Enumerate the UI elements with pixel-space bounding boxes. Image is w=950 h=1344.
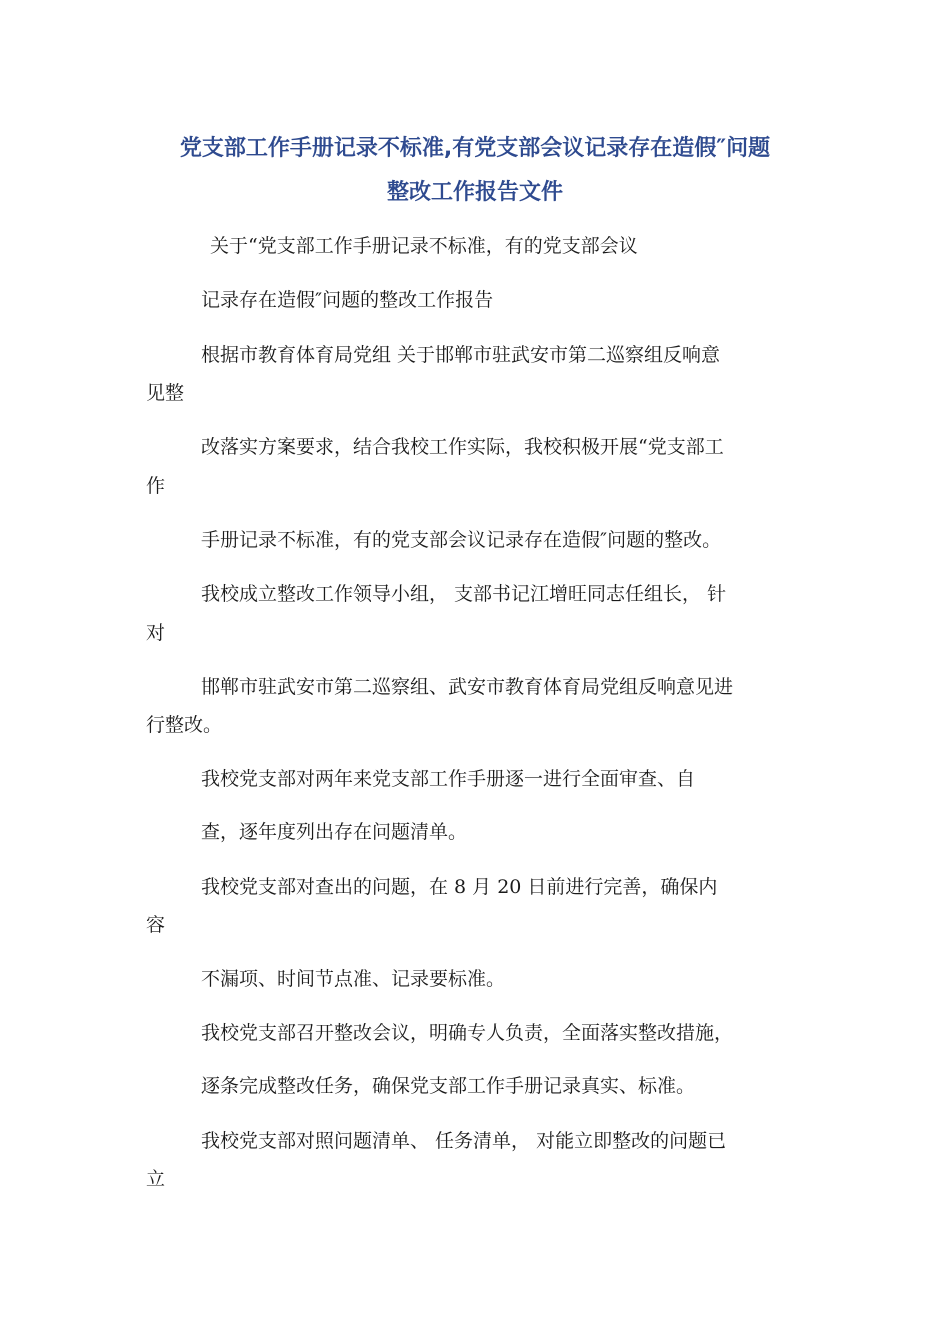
paragraph-6-line-1: 我校成立整改工作领导小组， 支部书记江增旺同志任组长， 针 (201, 583, 727, 605)
paragraph-14-line-2: 立 (146, 1168, 166, 1190)
document-title-line-2: 整改工作报告文件 (386, 180, 563, 205)
paragraph-6-line-2: 对 (146, 622, 166, 644)
document-title-line-1: 党支部工作手册记录不标准,有党支部会议记录存在造假″问题 (179, 136, 771, 161)
paragraph-11: 不漏项、时间节点准、记录要标准。 (201, 968, 506, 990)
paragraph-3-line-2: 见整 (146, 382, 185, 404)
paragraph-14-line-1: 我校党支部对照问题清单、 任务清单， 对能立即整改的问题已 (201, 1130, 727, 1152)
paragraph-3-line-1: 根据市教育体育局党组 关于邯郸市驻武安市第二巡察组反响意 (201, 344, 721, 366)
paragraph-8: 我校党支部对两年来党支部工作手册逐一进行全面审查、自 (201, 768, 696, 790)
paragraph-1: 关于“党支部工作手册记录不标准，有的党支部会议 (210, 235, 638, 257)
paragraph-7-line-1: 邯郸市驻武安市第二巡察组、武安市教育体育局党组反响意见进 (201, 676, 734, 698)
paragraph-4-line-1: 改落实方案要求，结合我校工作实际，我校积极开展“党支部工 (201, 436, 724, 458)
paragraph-2: 记录存在造假″问题的整改工作报告 (201, 289, 494, 311)
paragraph-9: 查，逐年度列出存在问题清单。 (201, 821, 468, 843)
paragraph-7-line-2: 行整改。 (146, 714, 223, 736)
paragraph-10-line-1: 我校党支部对查出的问题，在 8 月 20 日前进行完善，确保内 (201, 876, 718, 898)
paragraph-4-line-2: 作 (146, 475, 166, 497)
paragraph-10-line-2: 容 (146, 914, 166, 936)
paragraph-5: 手册记录不标准，有的党支部会议记录存在造假″问题的整改。 (201, 529, 722, 551)
paragraph-12: 我校党支部召开整改会议，明确专人负责，全面落实整改措施， (201, 1022, 734, 1044)
paragraph-13: 逐条完成整改任务，确保党支部工作手册记录真实、标准。 (201, 1075, 696, 1097)
